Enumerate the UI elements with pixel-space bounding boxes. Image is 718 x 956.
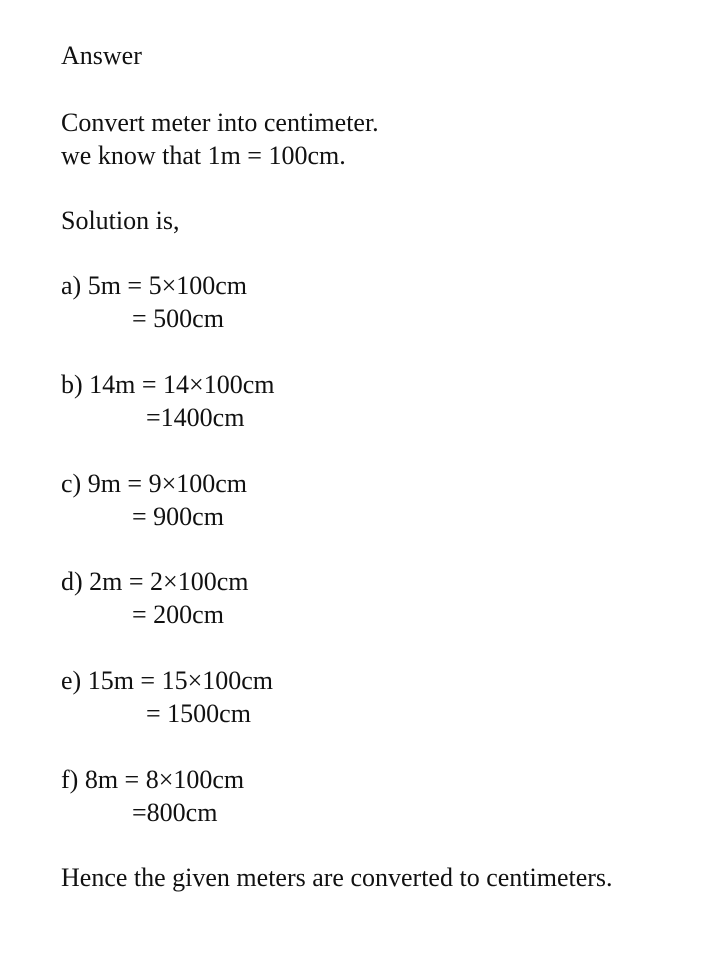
problem-result: =800cm (132, 798, 218, 827)
problem-result: = 500cm (132, 304, 224, 333)
solution-label: Solution is, (61, 206, 180, 235)
problem-expression: b) 14m = 14×100cm (61, 370, 275, 399)
problem-expression: d) 2m = 2×100cm (61, 567, 249, 596)
intro-line-2: we know that 1m = 100cm. (61, 141, 346, 170)
problem-expression: e) 15m = 15×100cm (61, 666, 274, 695)
problem-result: =1400cm (146, 403, 245, 432)
intro-line-1: Convert meter into centimeter. (61, 108, 379, 137)
problem-expression: f) 8m = 8×100cm (61, 765, 245, 794)
problem-result: = 1500cm (146, 699, 251, 728)
answer-heading: Answer (61, 41, 142, 70)
problem-result: = 900cm (132, 502, 224, 531)
problem-expression: c) 9m = 9×100cm (61, 469, 248, 498)
conclusion-text: Hence the given meters are converted to centimeters. (61, 863, 613, 892)
problem-expression: a) 5m = 5×100cm (61, 271, 248, 300)
problem-result: = 200cm (132, 600, 224, 629)
